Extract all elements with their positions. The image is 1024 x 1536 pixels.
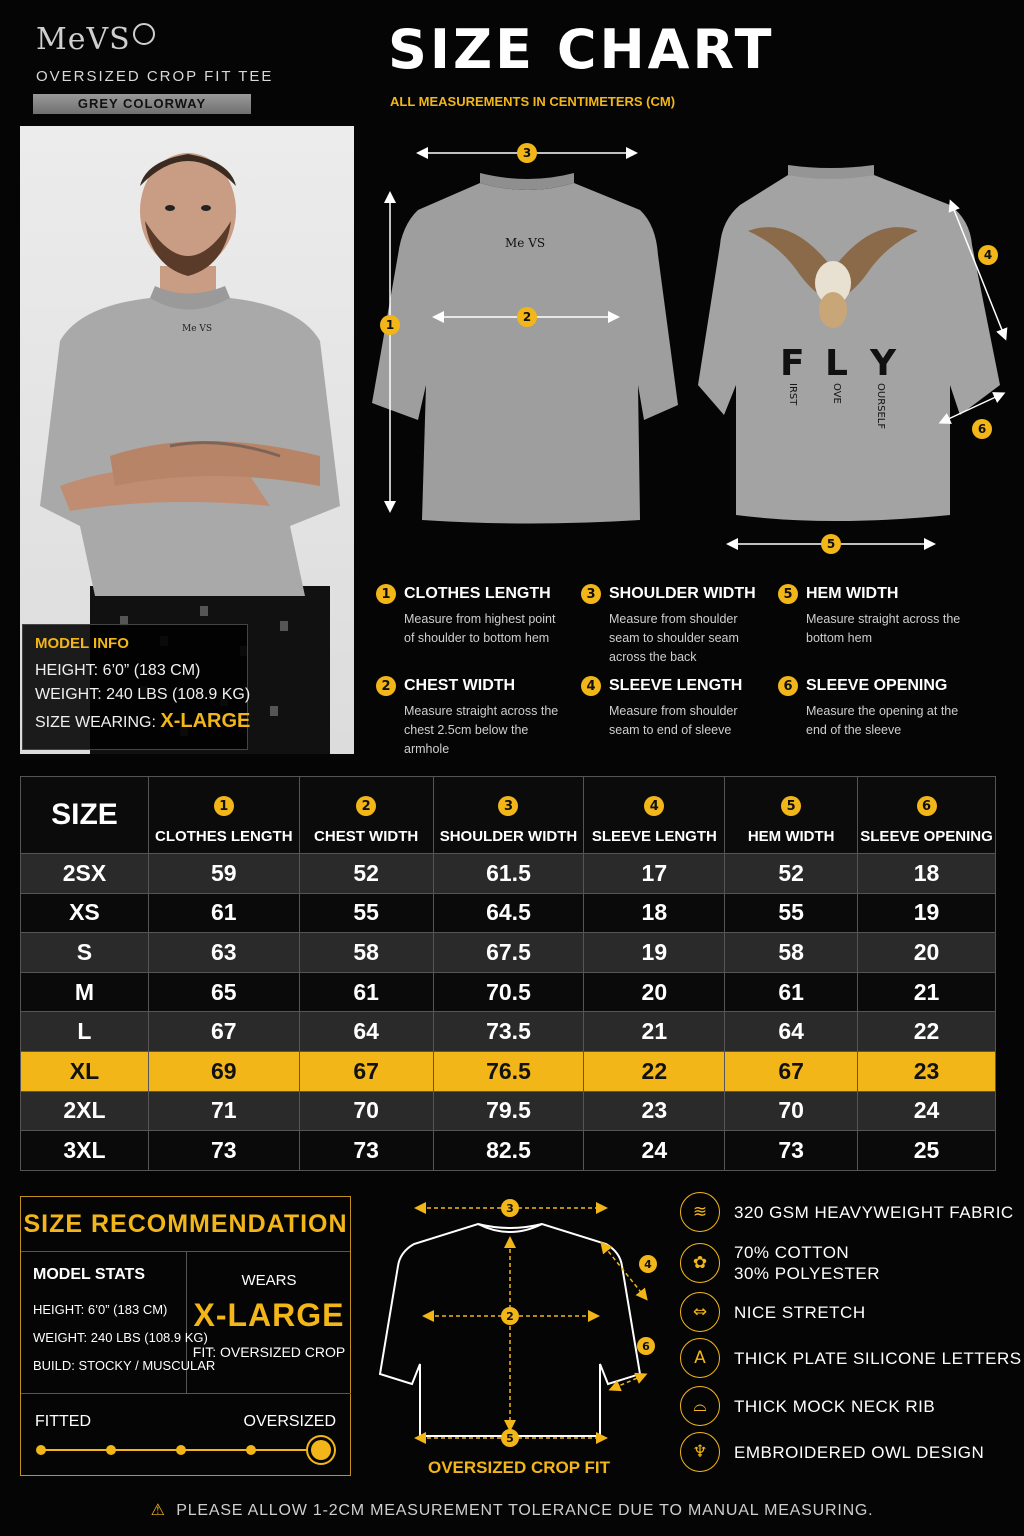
value-cell: 61 <box>725 972 858 1012</box>
value-cell: 20 <box>858 933 996 973</box>
value-cell: 55 <box>299 893 433 933</box>
value-cell: 17 <box>584 854 725 894</box>
reco-build: BUILD: STOCKY / MUSCULAR <box>33 1358 216 1373</box>
outline-diagram <box>368 1196 668 1458</box>
value-cell: 18 <box>584 893 725 933</box>
value-cell: 63 <box>148 933 299 973</box>
footer-note: ⚠ PLEASE ALLOW 1-2CM MEASUREMENT TOLERANCE DUE TO MANUAL MEASURING. <box>150 1502 874 1519</box>
fabric-layers-icon: ≋ <box>680 1192 720 1232</box>
table-row <box>21 854 996 894</box>
size-cell: 2SX <box>21 854 149 894</box>
svg-text:5: 5 <box>826 537 836 551</box>
model-info-box <box>22 624 251 750</box>
value-cell: 73 <box>148 1131 299 1171</box>
back-shirt <box>698 175 1000 521</box>
value-cell: 58 <box>299 933 433 973</box>
fit-scale-right: OVERSIZED <box>243 1413 336 1430</box>
feature-item <box>680 1432 984 1472</box>
feature-text: 320 GSM HEAVYWEIGHT FABRIC <box>734 1202 1014 1222</box>
front-shirt <box>372 183 678 524</box>
page-title: SIZE CHART <box>388 18 775 81</box>
back-word-first: IRST <box>787 383 798 406</box>
header-clothes-length: 1 CLOTHES LENGTH <box>148 777 299 854</box>
value-cell: 70.5 <box>433 972 584 1012</box>
diagram-label: OVERSIZED CROP FIT <box>428 1458 610 1477</box>
value-cell: 70 <box>299 1091 433 1131</box>
model-size-value: X-LARGE <box>160 710 251 732</box>
globe-icon <box>133 23 155 45</box>
svg-text:6: 6 <box>977 422 987 436</box>
feature-text: THICK PLATE SILICONE LETTERS <box>734 1348 1022 1368</box>
size-cell: 2XL <box>21 1091 149 1131</box>
value-cell: 64.5 <box>433 893 584 933</box>
brand-logo: MeVS <box>36 22 155 57</box>
reco-wears-label: WEARS <box>241 1272 297 1289</box>
instruction-sleeve-length: 4 SLEEVE LENGTH Measure from shoulder seam to end of sleeve <box>581 676 771 740</box>
feature-item <box>680 1242 880 1284</box>
fit-scale-bar <box>41 1449 331 1451</box>
model-weight: WEIGHT: 240 LBS (108.9 KG) <box>35 686 251 703</box>
header-sleeve-opening: 6 SLEEVE OPENING <box>858 777 996 854</box>
back-letter-y: Y <box>870 343 897 384</box>
value-cell: 67 <box>148 1012 299 1052</box>
size-recommendation <box>20 1196 351 1476</box>
value-cell: 18 <box>858 854 996 894</box>
back-word-ourself: OURSELF <box>875 383 886 430</box>
value-cell: 65 <box>148 972 299 1012</box>
size-cell: S <box>21 933 149 973</box>
header-sleeve-length: 4 SLEEVE LENGTH <box>584 777 725 854</box>
value-cell: 79.5 <box>433 1091 584 1131</box>
table-row <box>21 1131 996 1171</box>
svg-text:5: 5 <box>506 1432 514 1445</box>
model-info-title: MODEL INFO <box>35 635 129 652</box>
value-cell: 67.5 <box>433 933 584 973</box>
size-cell: XS <box>21 893 149 933</box>
value-cell: 22 <box>584 1051 725 1091</box>
value-cell: 67 <box>299 1051 433 1091</box>
table-row <box>21 893 996 933</box>
value-cell: 73 <box>299 1131 433 1171</box>
reco-stats-title: MODEL STATS <box>33 1266 145 1283</box>
header-shoulder-width: 3 SHOULDER WIDTH <box>433 777 584 854</box>
value-cell: 69 <box>148 1051 299 1091</box>
owl-icon: ♆ <box>680 1432 720 1472</box>
reco-height: HEIGHT: 6’0” (183 CM) <box>33 1302 168 1317</box>
fit-scale-dot <box>106 1445 116 1455</box>
value-cell: 61 <box>148 893 299 933</box>
instruction-clothes-length: 1 CLOTHES LENGTH Measure from highest point of shoulder to bottom hem <box>376 584 566 648</box>
value-cell: 59 <box>148 854 299 894</box>
value-cell: 21 <box>858 972 996 1012</box>
value-cell: 24 <box>858 1091 996 1131</box>
size-cell: XL <box>21 1051 149 1091</box>
reco-wears-value: X-LARGE <box>193 1297 345 1333</box>
instruction-chest-width: 2 CHEST WIDTH Measure straight across the chest 2.5cm below the armhole <box>376 676 566 759</box>
value-cell: 52 <box>299 854 433 894</box>
value-cell: 76.5 <box>433 1051 584 1091</box>
feature-text: NICE STRETCH <box>734 1302 866 1322</box>
size-cell: M <box>21 972 149 1012</box>
reco-wears <box>187 1252 351 1394</box>
value-cell: 23 <box>858 1051 996 1091</box>
feature-item <box>680 1338 1022 1378</box>
back-letter-f: F <box>780 343 805 384</box>
value-cell: 19 <box>584 933 725 973</box>
header-chest-width: 2 CHEST WIDTH <box>299 777 433 854</box>
value-cell: 58 <box>725 933 858 973</box>
value-cell: 21 <box>584 1012 725 1052</box>
svg-text:4: 4 <box>983 248 993 262</box>
feature-text: 30% POLYESTER <box>734 1264 881 1283</box>
stretch-arrows-icon: ⇔ <box>680 1292 720 1332</box>
value-cell: 20 <box>584 972 725 1012</box>
svg-text:Me VS: Me VS <box>182 324 213 334</box>
svg-text:2: 2 <box>522 310 532 324</box>
feature-item <box>680 1192 1014 1232</box>
instruction-hem-width: 5 HEM WIDTH Measure straight across the bottom hem <box>778 584 968 648</box>
size-table <box>20 776 996 1171</box>
value-cell: 55 <box>725 893 858 933</box>
svg-text:2: 2 <box>506 1310 514 1323</box>
value-cell: 64 <box>299 1012 433 1052</box>
value-cell: 25 <box>858 1131 996 1171</box>
feature-item <box>680 1386 935 1426</box>
letter-a-icon: A <box>680 1338 720 1378</box>
table-row <box>21 1091 996 1131</box>
svg-text:3: 3 <box>506 1202 514 1215</box>
value-cell: 23 <box>584 1091 725 1131</box>
page-subtitle: ALL MEASUREMENTS IN CENTIMETERS (CM) <box>390 94 676 109</box>
value-cell: 61.5 <box>433 854 584 894</box>
front-logo: Me VS <box>505 236 546 250</box>
svg-text:6: 6 <box>642 1340 650 1353</box>
value-cell: 22 <box>858 1012 996 1052</box>
model-height: HEIGHT: 6’0” (183 CM) <box>35 662 201 679</box>
value-cell: 71 <box>148 1091 299 1131</box>
table-header-row <box>21 777 996 854</box>
value-cell: 67 <box>725 1051 858 1091</box>
feature-text: 70% COTTON <box>734 1243 850 1262</box>
product-name: OVERSIZED CROP FIT TEE <box>36 68 274 85</box>
value-cell: 70 <box>725 1091 858 1131</box>
back-word-love: OVE <box>831 383 842 404</box>
fit-scale-selected-dot <box>311 1440 331 1460</box>
value-cell: 82.5 <box>433 1131 584 1171</box>
table-row <box>21 933 996 973</box>
fit-scale-dot <box>246 1445 256 1455</box>
fit-scale-dot <box>36 1445 46 1455</box>
value-cell: 64 <box>725 1012 858 1052</box>
value-cell: 19 <box>858 893 996 933</box>
svg-text:1: 1 <box>385 318 395 332</box>
size-cell: L <box>21 1012 149 1052</box>
value-cell: 61 <box>299 972 433 1012</box>
svg-text:3: 3 <box>522 146 532 160</box>
cotton-flower-icon: ✿ <box>680 1243 720 1283</box>
value-cell: 24 <box>584 1131 725 1171</box>
reco-model-stats <box>21 1252 216 1394</box>
feature-item <box>680 1292 866 1332</box>
back-letter-l: L <box>825 343 848 384</box>
model-size-label: SIZE WEARING: <box>35 714 156 731</box>
model-size <box>35 710 251 733</box>
reco-title: SIZE RECOMMENDATION <box>21 1197 350 1252</box>
size-cell: 3XL <box>21 1131 149 1171</box>
fit-scale-left: FITTED <box>35 1413 91 1430</box>
feature-text: EMBROIDERED OWL DESIGN <box>734 1442 985 1462</box>
instruction-shoulder-width: 3 SHOULDER WIDTH Measure from shoulder seam to shoulder seam across the back <box>581 584 771 667</box>
table-row <box>21 972 996 1012</box>
value-cell: 52 <box>725 854 858 894</box>
instruction-sleeve-opening: 6 SLEEVE OPENING Measure the opening at the end of the sleeve <box>778 676 968 740</box>
value-cell: 73.5 <box>433 1012 584 1052</box>
mock-neck-icon: ⌓ <box>680 1386 720 1426</box>
value-cell: 73 <box>725 1131 858 1171</box>
garment-diagram <box>360 135 1024 565</box>
table-row <box>21 1012 996 1052</box>
svg-text:4: 4 <box>644 1258 652 1271</box>
fit-scale-dot <box>176 1445 186 1455</box>
reco-fit: FIT: OVERSIZED CROP <box>192 1344 346 1360</box>
colorway-label: GREY COLORWAY <box>33 94 251 114</box>
header-size: SIZE <box>21 777 149 854</box>
reco-weight: WEIGHT: 240 LBS (108.9 KG) <box>33 1330 208 1345</box>
table-row <box>21 1051 996 1091</box>
warning-icon: ⚠ <box>150 1502 166 1519</box>
header-hem-width: 5 HEM WIDTH <box>725 777 858 854</box>
feature-text: THICK MOCK NECK RIB <box>734 1396 936 1416</box>
